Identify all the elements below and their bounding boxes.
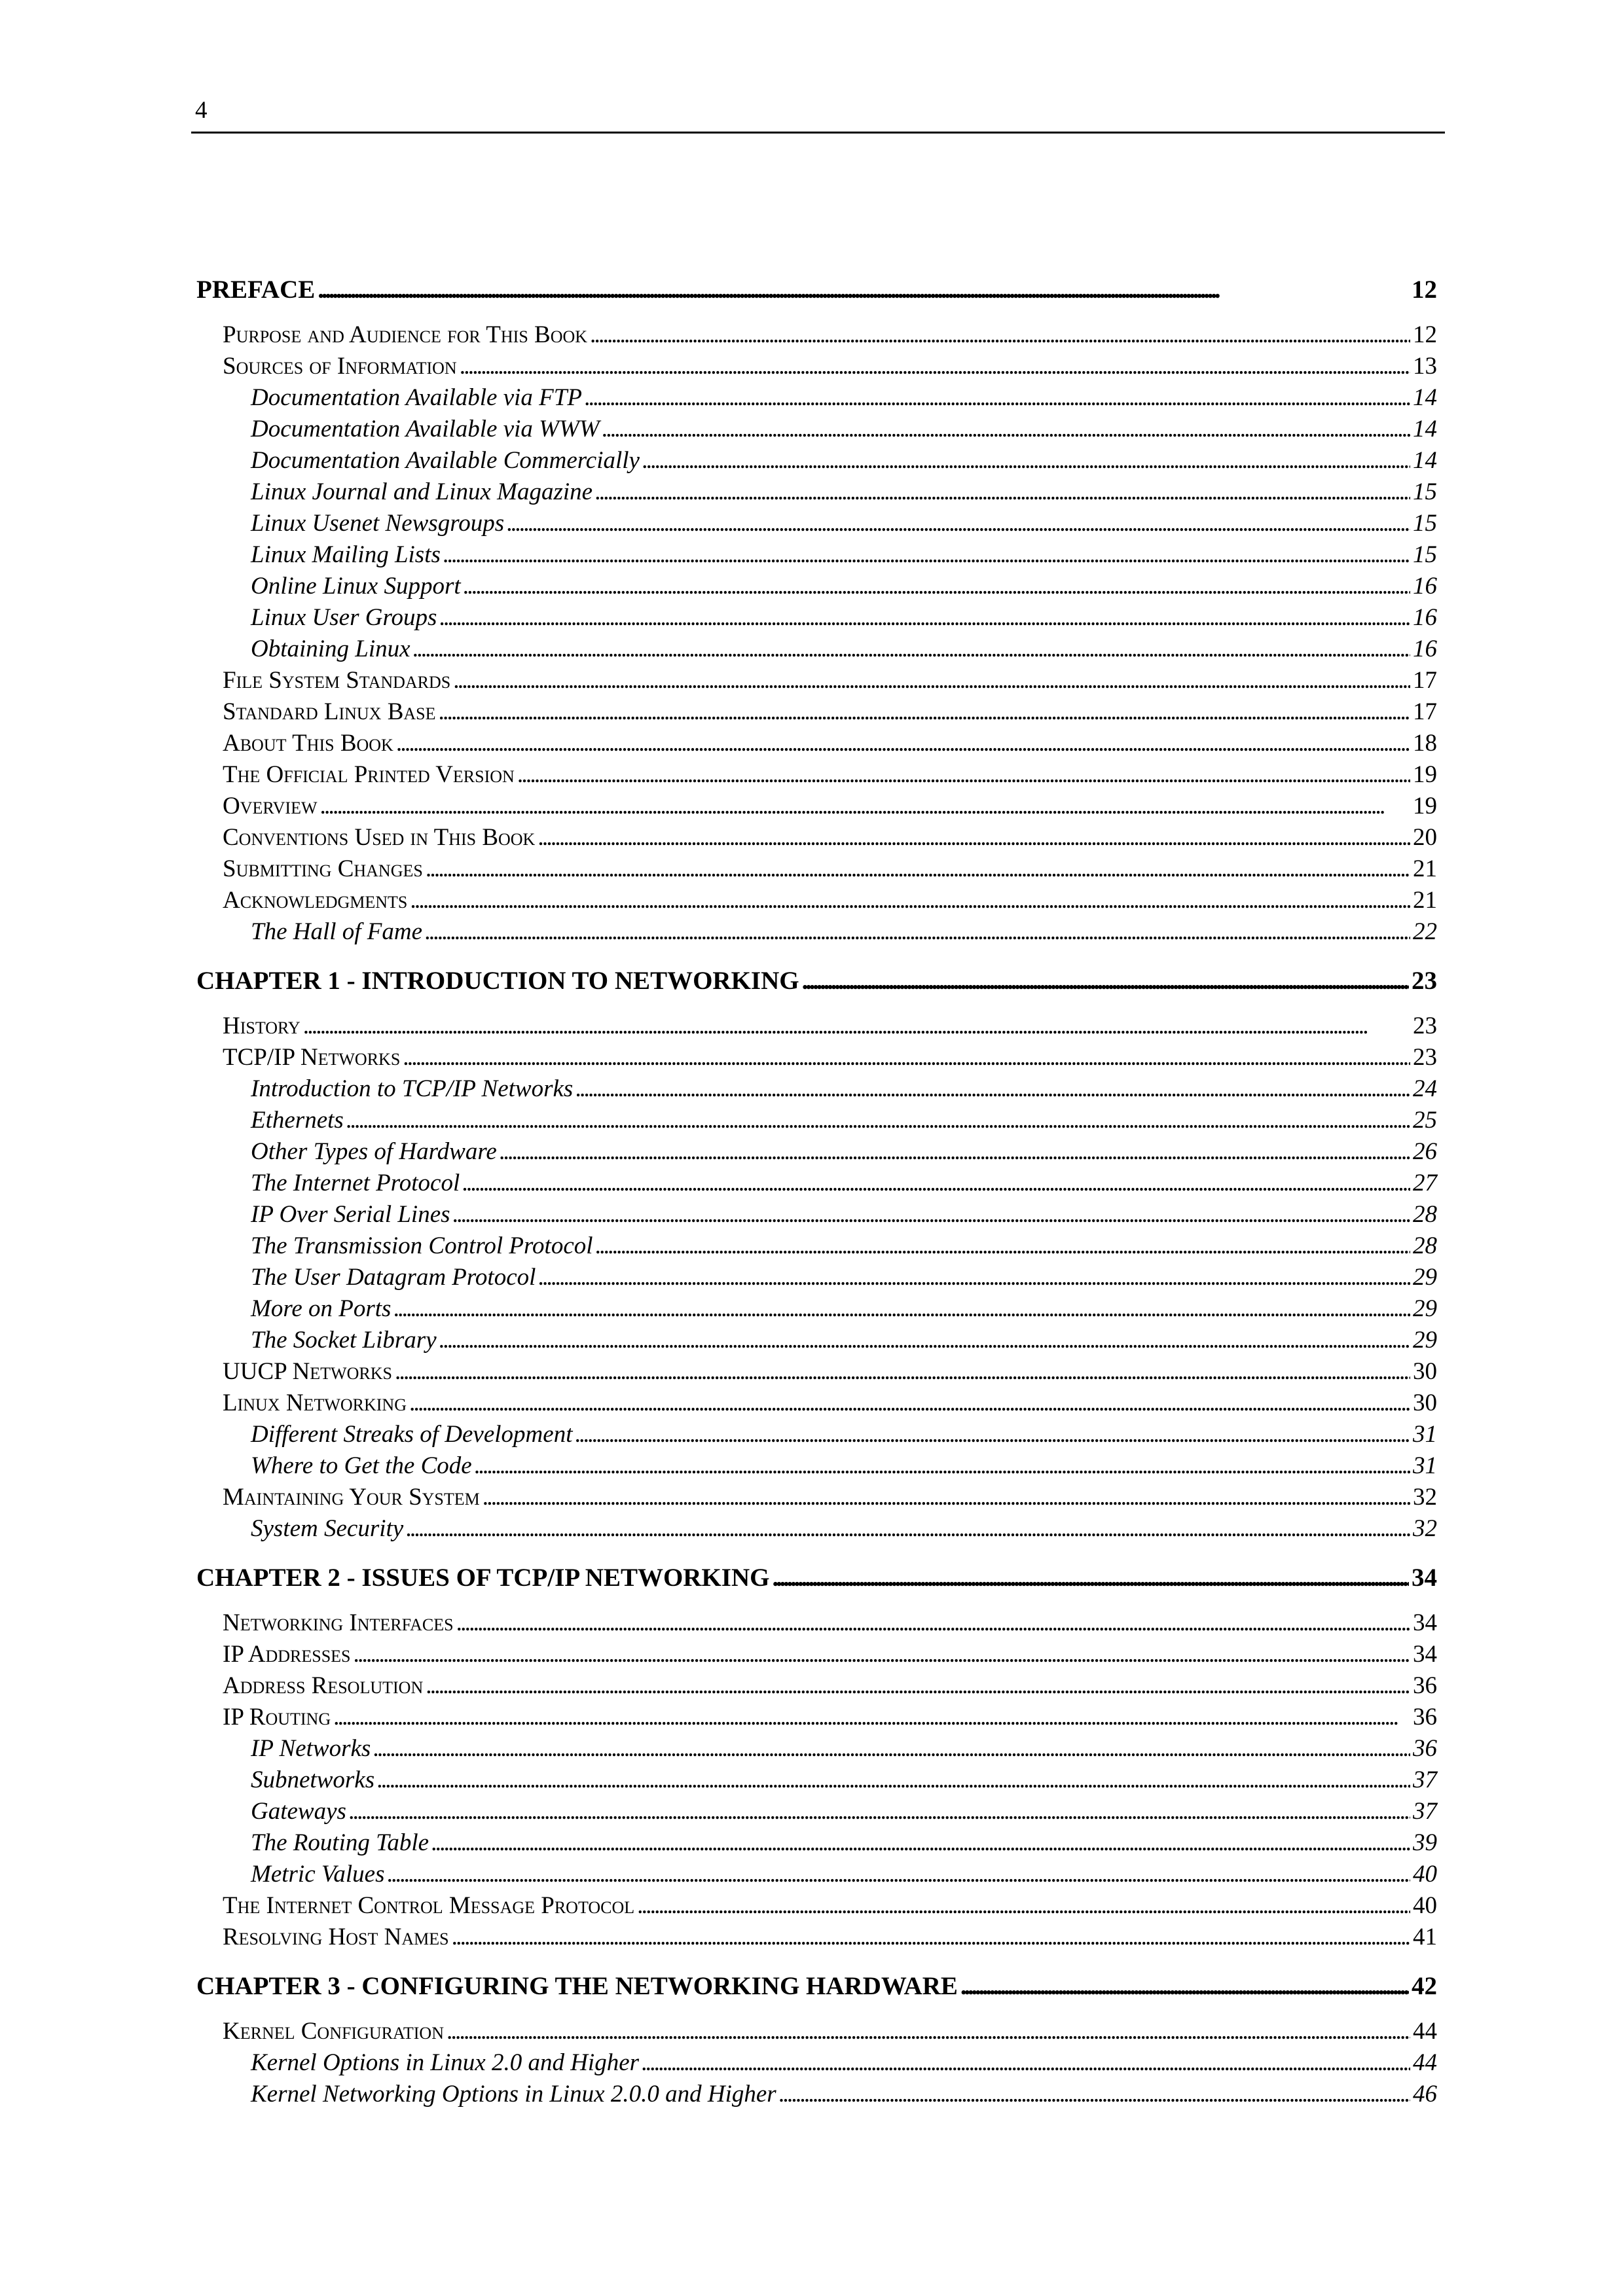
toc-title: Sources of Information — [223, 353, 457, 380]
toc-leader-dots — [387, 1860, 1410, 1888]
toc-subsection[interactable] — [251, 1829, 1437, 1860]
toc-subsection[interactable] — [251, 572, 1437, 603]
toc-title: Linux Journal and Linux Magazine — [251, 478, 593, 505]
toc-page-number: 21 — [1413, 887, 1437, 914]
toc-leader-dots — [409, 1389, 1410, 1417]
toc-title: The Official Printed Version — [223, 761, 515, 788]
toc-page-number: 18 — [1413, 730, 1437, 757]
toc-title: Online Linux Support — [251, 573, 461, 600]
toc-page-number: 34 — [1413, 1609, 1437, 1636]
toc-page-number: 41 — [1413, 1924, 1437, 1950]
toc-subsection[interactable] — [251, 2080, 1437, 2111]
toc-page-number: 29 — [1413, 1295, 1437, 1322]
toc-title: Conventions Used in This Book — [223, 824, 536, 851]
toc-leader-dots — [538, 823, 1410, 852]
toc-leader-dots — [393, 1295, 1410, 1323]
toc-section[interactable] — [223, 761, 1437, 792]
toc-leader-dots — [373, 1734, 1410, 1763]
toc-leader-dots — [377, 1766, 1410, 1794]
toc-title: Overview — [223, 793, 318, 819]
toc-section[interactable] — [223, 1892, 1437, 1923]
toc-title: TCP/IP Networks — [223, 1044, 401, 1071]
toc-leader-dots — [318, 275, 1409, 304]
toc-title: Metric Values — [251, 1861, 385, 1888]
toc-section[interactable] — [223, 729, 1437, 761]
toc-leader-dots — [772, 1563, 1409, 1592]
toc-leader-dots — [779, 2080, 1410, 2108]
toc-leader-dots — [637, 1892, 1410, 1920]
toc-subsection[interactable] — [251, 603, 1437, 635]
page-number: 4 — [195, 97, 208, 124]
toc-section[interactable] — [223, 1043, 1437, 1075]
toc-page-number: 37 — [1413, 1798, 1437, 1825]
toc-page-number: 20 — [1413, 824, 1437, 851]
toc-section[interactable] — [223, 1923, 1437, 1954]
toc-subsection[interactable] — [251, 918, 1437, 949]
toc-subsection[interactable] — [251, 384, 1437, 415]
toc-page-number: 26 — [1413, 1138, 1437, 1165]
toc-leader-dots — [500, 1138, 1410, 1166]
toc-page-number: 40 — [1413, 1861, 1437, 1888]
toc-leader-dots — [354, 1640, 1411, 1668]
toc-page-number: 30 — [1413, 1390, 1437, 1416]
toc-page-number: 27 — [1413, 1170, 1437, 1196]
toc-leader-dots — [453, 666, 1410, 694]
toc-section[interactable] — [223, 1703, 1437, 1734]
toc-subsection[interactable] — [251, 1860, 1437, 1892]
toc-section[interactable] — [223, 1640, 1437, 1672]
toc-page-number: 19 — [1413, 761, 1437, 788]
toc-subsection[interactable] — [251, 1452, 1437, 1483]
toc-page-number: 23 — [1413, 1013, 1437, 1039]
toc-section[interactable] — [223, 1389, 1437, 1420]
toc-title: Documentation Available via WWW — [251, 416, 600, 442]
toc-subsection[interactable] — [251, 1075, 1437, 1106]
toc-page-number: 22 — [1413, 918, 1437, 945]
toc-leader-dots — [575, 1075, 1410, 1103]
toc-title: CHAPTER 3 - CONFIGURING THE NETWORKING HARDWARE — [196, 1972, 958, 2000]
toc-leader-dots — [425, 918, 1410, 946]
toc-page-number: 29 — [1413, 1327, 1437, 1354]
toc-subsection[interactable] — [251, 1232, 1437, 1263]
toc-leader-dots — [439, 1326, 1410, 1354]
toc-title: Subnetworks — [251, 1767, 375, 1793]
toc-leader-dots — [460, 352, 1410, 380]
toc-page-number: 31 — [1413, 1452, 1437, 1479]
toc-title: More on Ports — [251, 1295, 392, 1322]
toc-title: Purpose and Audience for This Book — [223, 321, 588, 348]
toc-title: Standard Linux Base — [223, 698, 436, 725]
toc-leader-dots — [585, 384, 1410, 412]
toc-page-number: 46 — [1413, 2081, 1437, 2108]
toc-leader-dots — [452, 1923, 1410, 1951]
toc-page-number: 29 — [1413, 1264, 1437, 1291]
toc-page-number: 36 — [1413, 1735, 1437, 1762]
toc-title: Where to Get the Code — [251, 1452, 472, 1479]
toc-section[interactable] — [223, 2017, 1437, 2049]
toc-subsection[interactable] — [251, 541, 1437, 572]
toc-page-number: 44 — [1413, 2018, 1437, 2045]
toc-page-number: 36 — [1413, 1704, 1437, 1731]
toc-title: IP Routing — [223, 1704, 331, 1731]
toc-page-number: 15 — [1413, 541, 1437, 568]
toc-title: Kernel Configuration — [223, 2018, 444, 2045]
toc-leader-dots — [406, 1515, 1410, 1543]
toc-page-number: 32 — [1413, 1515, 1437, 1542]
toc-title: The User Datagram Protocol — [251, 1264, 536, 1291]
toc-title: Other Types of Hardware — [251, 1138, 497, 1165]
toc-section[interactable] — [223, 1357, 1437, 1389]
toc-page-number: 16 — [1413, 636, 1437, 662]
toc-title: The Routing Table — [251, 1829, 429, 1856]
toc-leader-dots — [431, 1829, 1410, 1857]
toc-title: The Hall of Fame — [251, 918, 423, 945]
toc-page-number: 32 — [1413, 1484, 1437, 1511]
toc-leader-dots — [802, 966, 1409, 996]
toc-section[interactable] — [223, 698, 1437, 729]
toc-page-number: 17 — [1413, 667, 1437, 694]
toc-section[interactable] — [223, 1672, 1437, 1703]
toc-section[interactable] — [223, 1012, 1437, 1043]
toc-page-number: 16 — [1413, 604, 1437, 631]
toc-leader-dots — [483, 1483, 1410, 1511]
toc-leader-dots — [596, 1232, 1410, 1260]
toc-page-number: 24 — [1413, 1075, 1437, 1102]
toc-title: Documentation Available Commercially — [251, 447, 640, 474]
toc-title: IP Over Serial Lines — [251, 1201, 450, 1228]
toc-leader-dots — [538, 1263, 1410, 1291]
toc-title: PREFACE — [196, 276, 316, 304]
toc-leader-dots — [507, 509, 1410, 537]
toc-leader-dots — [456, 1609, 1410, 1637]
toc-section[interactable] — [223, 666, 1437, 698]
toc-subsection[interactable] — [251, 446, 1437, 478]
toc-leader-dots — [443, 541, 1410, 569]
toc-title: Linux User Groups — [251, 604, 437, 631]
toc-title: Obtaining Linux — [251, 636, 410, 662]
toc-title: Ethernets — [251, 1107, 344, 1134]
toc-title: Kernel Networking Options in Linux 2.0.0 and Higher — [251, 2081, 776, 2108]
toc-title: Linux Networking — [223, 1390, 407, 1416]
toc-title: Gateways — [251, 1798, 346, 1825]
toc-chapter[interactable] — [196, 966, 1437, 997]
toc-page-number: 13 — [1413, 353, 1437, 380]
toc-title: Introduction to TCP/IP Networks — [251, 1075, 574, 1102]
toc-page-number: 19 — [1413, 793, 1437, 819]
toc-leader-dots — [410, 886, 1410, 914]
toc-title: The Socket Library — [251, 1327, 437, 1354]
toc-page-number: 37 — [1413, 1767, 1437, 1793]
toc-page-number: 23 — [1413, 1044, 1437, 1071]
toc-subsection[interactable] — [251, 1169, 1437, 1200]
toc-subsection[interactable] — [251, 1797, 1437, 1829]
toc-subsection[interactable] — [251, 1515, 1437, 1546]
toc-subsection[interactable] — [251, 2049, 1437, 2080]
toc-subsection[interactable] — [251, 1263, 1437, 1295]
toc-title: The Transmission Control Protocol — [251, 1232, 593, 1259]
toc-title: Submitting Changes — [223, 855, 423, 882]
toc-page-number: 40 — [1413, 1892, 1437, 1919]
toc-subsection[interactable] — [251, 1295, 1437, 1326]
toc-leader-dots — [447, 2017, 1410, 2045]
toc-leader-dots — [642, 446, 1410, 475]
toc-title: UUCP Networks — [223, 1358, 392, 1385]
toc-section[interactable] — [223, 352, 1437, 384]
toc-leader-dots — [426, 855, 1410, 883]
toc-page-number: 15 — [1413, 478, 1437, 505]
toc-page-number: 14 — [1413, 416, 1437, 442]
toc-leader-dots — [464, 572, 1410, 600]
toc-title: Networking Interfaces — [223, 1609, 454, 1636]
toc-leader-dots — [426, 1672, 1410, 1700]
toc-page-number: 21 — [1413, 855, 1437, 882]
toc-title: The Internet Control Message Protocol — [223, 1892, 635, 1919]
toc-subsection[interactable] — [251, 509, 1437, 541]
toc-title: CHAPTER 1 - INTRODUCTION TO NETWORKING — [196, 967, 799, 995]
toc-leader-dots — [395, 1357, 1410, 1386]
toc-subsection[interactable] — [251, 1326, 1437, 1357]
toc-leader-dots — [462, 1169, 1410, 1197]
toc-section[interactable] — [223, 823, 1437, 855]
toc-subsection[interactable] — [251, 1766, 1437, 1797]
toc-title: History — [223, 1013, 301, 1039]
toc-leader-dots — [439, 603, 1410, 632]
toc-leader-dots — [590, 321, 1410, 349]
toc-title: IP Addresses — [223, 1641, 351, 1668]
toc-page-number: 15 — [1413, 510, 1437, 537]
toc-title: File System Standards — [223, 667, 451, 694]
toc-title: Different Streaks of Development — [251, 1421, 573, 1448]
toc-title: System Security — [251, 1515, 404, 1542]
toc-page-number: 14 — [1413, 384, 1437, 411]
toc-chapter[interactable] — [196, 1971, 1437, 2003]
toc-leader-dots — [475, 1452, 1410, 1480]
toc-title: The Internet Protocol — [251, 1170, 460, 1196]
toc-title: CHAPTER 2 - ISSUES OF TCP/IP NETWORKING — [196, 1564, 770, 1592]
toc-subsection[interactable] — [251, 1200, 1437, 1232]
toc-leader-dots — [320, 792, 1411, 820]
toc-section[interactable] — [223, 1609, 1437, 1640]
toc-title: Documentation Available via FTP — [251, 384, 582, 411]
toc-leader-dots — [346, 1106, 1410, 1134]
toc-page-number: 34 — [1413, 1641, 1437, 1668]
toc-subsection[interactable] — [251, 635, 1437, 666]
toc-leader-dots — [439, 698, 1411, 726]
toc-title: Maintaining Your System — [223, 1484, 480, 1511]
toc-page-number: 31 — [1413, 1421, 1437, 1448]
toc-subsection[interactable] — [251, 415, 1437, 446]
toc-leader-dots — [642, 2049, 1410, 2077]
toc-title: Address Resolution — [223, 1672, 424, 1699]
toc-leader-dots — [602, 415, 1410, 443]
toc-leader-dots — [960, 1971, 1409, 2001]
toc-page-number: 17 — [1413, 698, 1437, 725]
toc-subsection[interactable] — [251, 1420, 1437, 1452]
toc-page-number: 36 — [1413, 1672, 1437, 1699]
toc-title: Resolving Host Names — [223, 1924, 449, 1950]
toc-chapter[interactable] — [196, 1563, 1437, 1594]
toc-page-number: 28 — [1413, 1232, 1437, 1259]
toc-section[interactable] — [223, 321, 1437, 352]
toc-section[interactable] — [223, 792, 1437, 823]
toc-page-number: 23 — [1412, 967, 1437, 995]
toc-subsection[interactable] — [251, 1138, 1437, 1169]
toc-leader-dots — [517, 761, 1410, 789]
toc-title: Acknowledgments — [223, 887, 408, 914]
toc-title: IP Networks — [251, 1735, 371, 1762]
toc-chapter[interactable] — [196, 275, 1437, 306]
toc-leader-dots — [453, 1200, 1410, 1229]
toc-leader-dots — [595, 478, 1410, 506]
toc-page-number: 25 — [1413, 1107, 1437, 1134]
toc-leader-dots — [349, 1797, 1410, 1825]
toc-page-number: 30 — [1413, 1358, 1437, 1385]
toc-title: Linux Mailing Lists — [251, 541, 441, 568]
toc-section[interactable] — [223, 886, 1437, 918]
toc-page-number: 42 — [1412, 1972, 1437, 2000]
toc-page-number: 12 — [1412, 276, 1437, 304]
toc-section[interactable] — [223, 1483, 1437, 1515]
toc-section[interactable] — [223, 855, 1437, 886]
toc-leader-dots — [333, 1703, 1410, 1731]
toc-page-number: 14 — [1413, 447, 1437, 474]
toc-page-number: 34 — [1412, 1564, 1437, 1592]
toc-page-number: 16 — [1413, 573, 1437, 600]
toc-leader-dots — [403, 1043, 1410, 1071]
toc-leader-dots — [413, 635, 1410, 663]
toc-page-number: 28 — [1413, 1201, 1437, 1228]
toc-subsection[interactable] — [251, 478, 1437, 509]
toc-leader-dots — [303, 1012, 1410, 1040]
toc-subsection[interactable] — [251, 1106, 1437, 1138]
toc-title: About This Book — [223, 730, 393, 757]
toc-page-number: 12 — [1413, 321, 1437, 348]
toc-page-number: 39 — [1413, 1829, 1437, 1856]
toc-leader-dots — [396, 729, 1410, 757]
toc-title: Kernel Options in Linux 2.0 and Higher — [251, 2049, 640, 2076]
toc-leader-dots — [575, 1420, 1410, 1448]
toc-subsection[interactable] — [251, 1734, 1437, 1766]
toc-title: Linux Usenet Newsgroups — [251, 510, 505, 537]
toc-page-number: 44 — [1413, 2049, 1437, 2076]
